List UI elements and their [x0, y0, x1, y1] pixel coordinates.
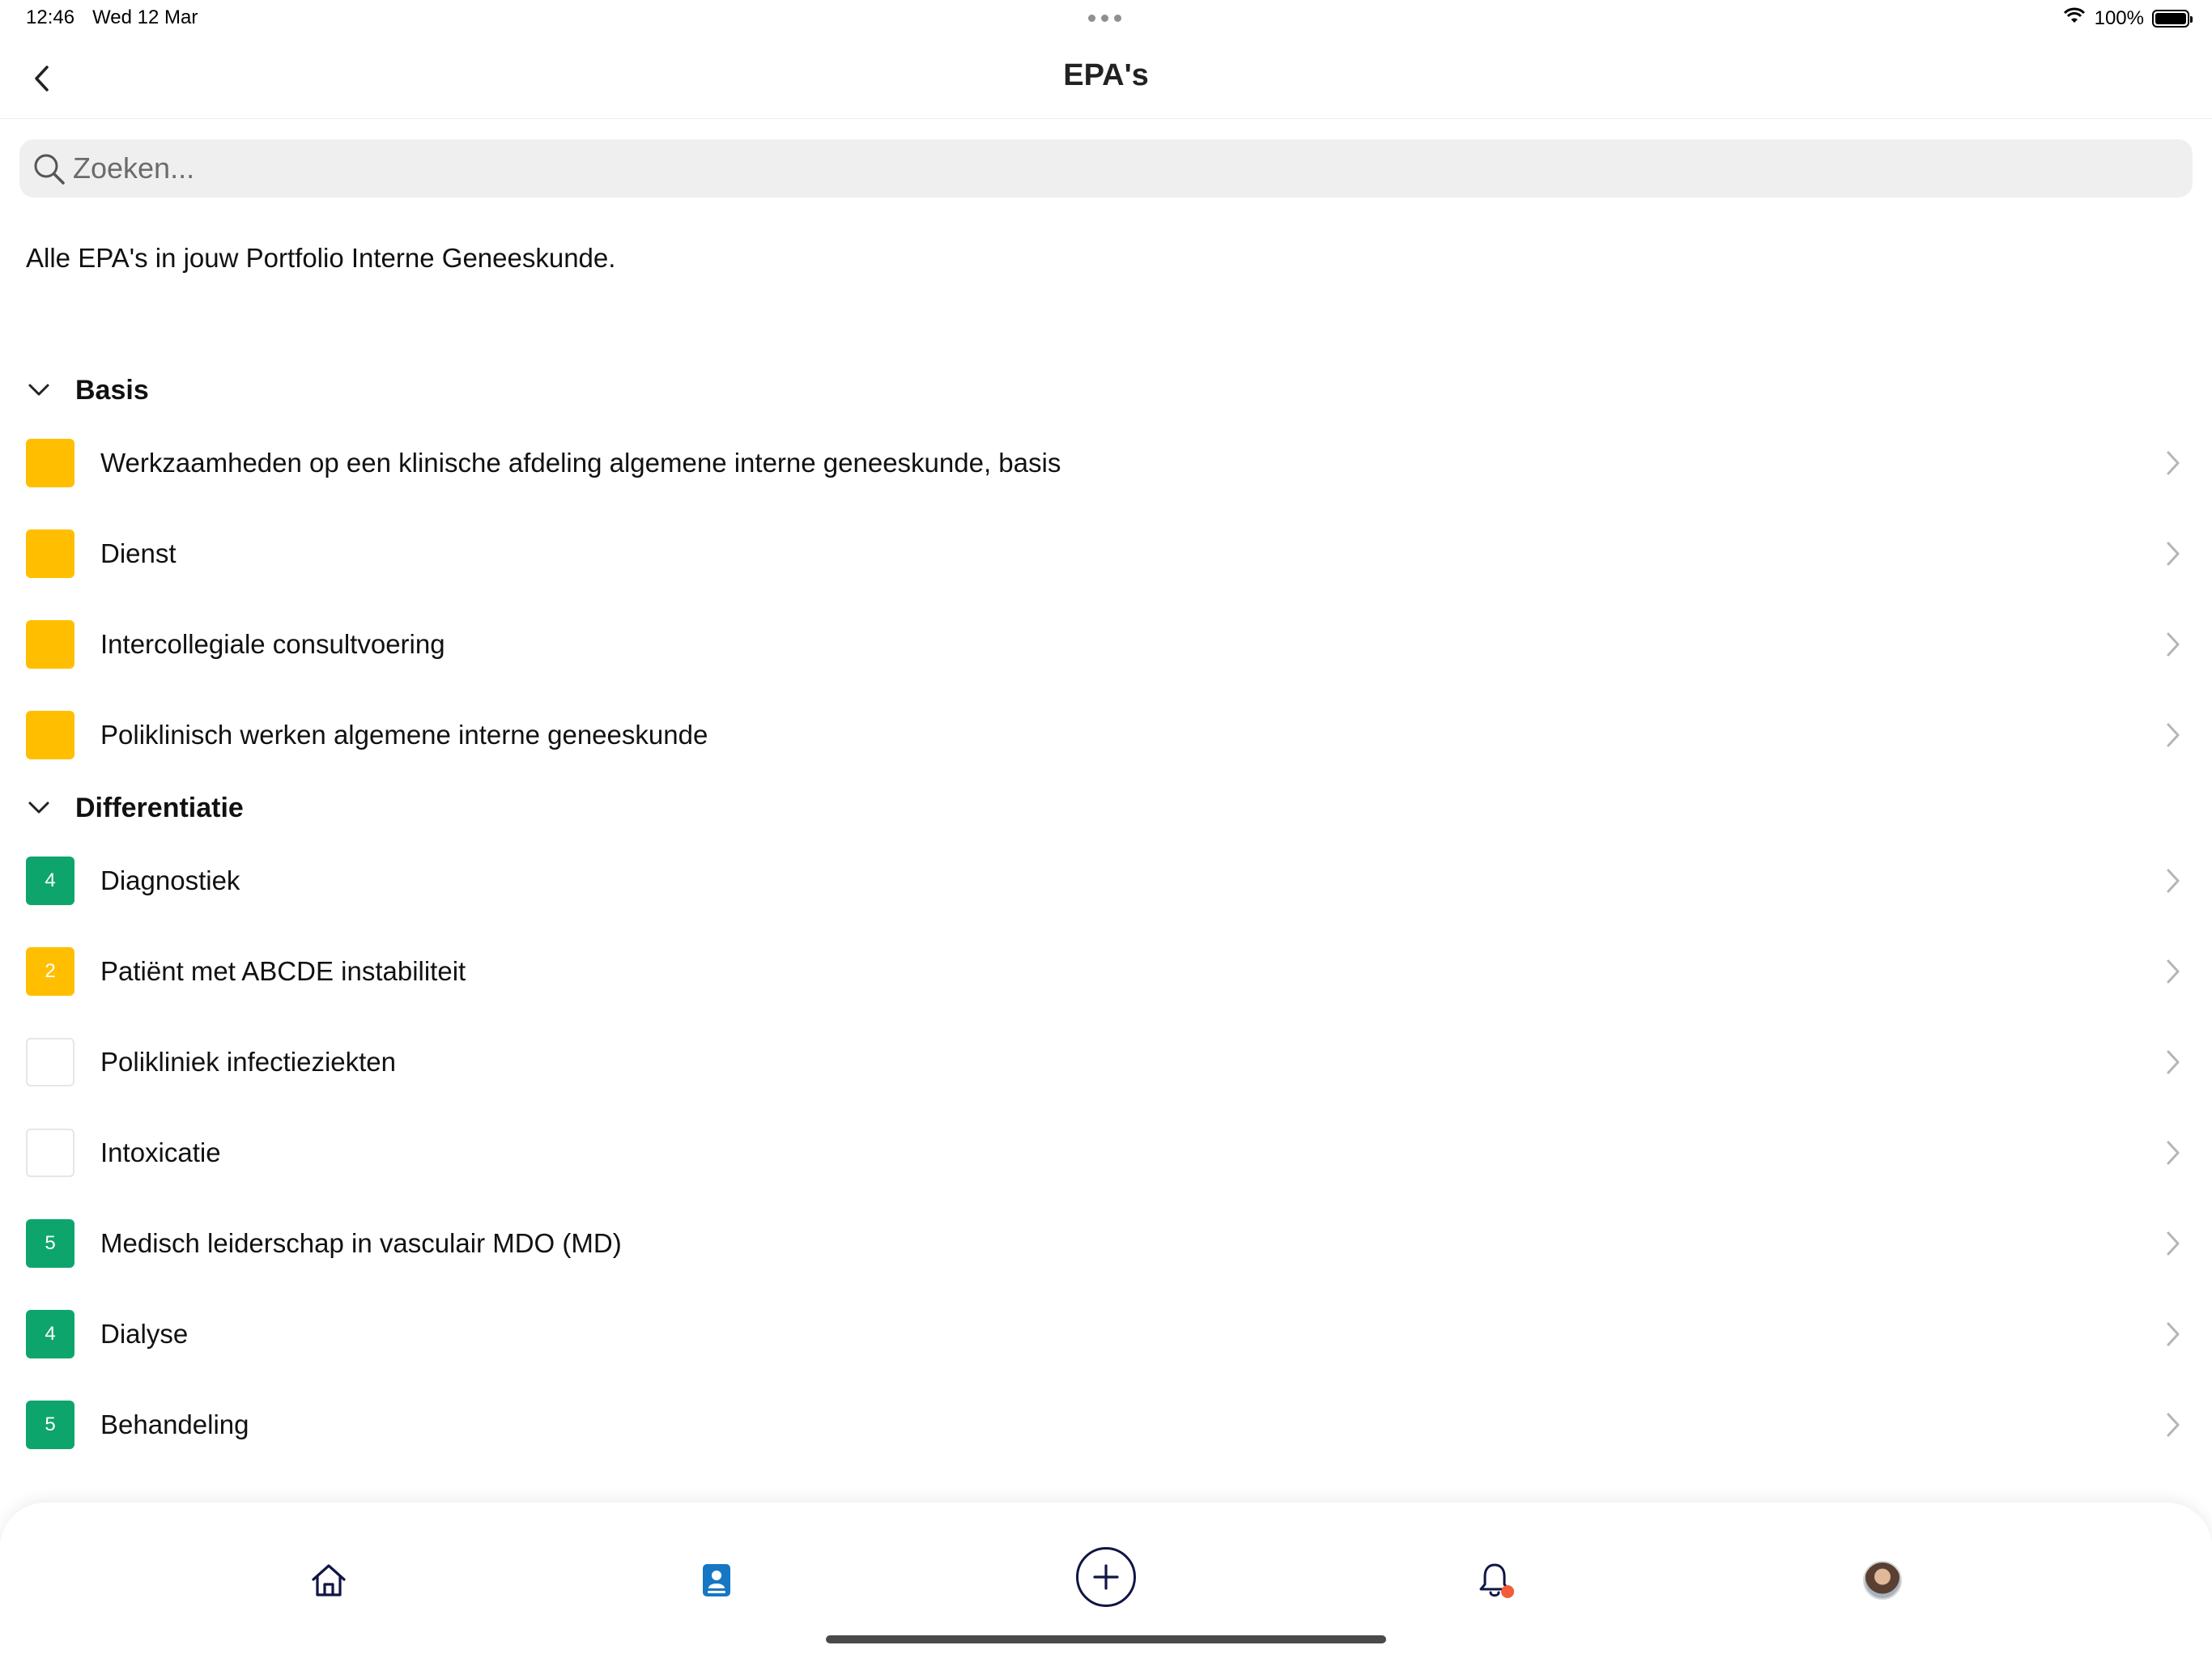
- list-item[interactable]: [0, 1198, 2212, 1289]
- item-label: Intoxicatie: [100, 1137, 221, 1167]
- list-item[interactable]: [0, 1107, 2212, 1198]
- chevron-down-icon: [23, 374, 55, 406]
- item-label: Poliklinisch werken algemene interne geneeskunde: [100, 720, 708, 750]
- status-badge: 5: [26, 1219, 74, 1268]
- page-title: EPA's: [1063, 58, 1149, 92]
- item-label: Medisch leiderschap in vasculair MDO (MD): [100, 1228, 622, 1258]
- status-badge: [26, 529, 74, 578]
- list-item[interactable]: [0, 690, 2212, 780]
- list-item[interactable]: [0, 508, 2212, 599]
- list-item[interactable]: [0, 599, 2212, 690]
- chevron-right-icon: [2155, 863, 2191, 899]
- status-right: [2062, 6, 2189, 30]
- chevron-down-icon: [23, 792, 55, 824]
- status-bar: [0, 0, 2212, 39]
- battery-percent: 100%: [2094, 6, 2144, 29]
- list-item[interactable]: [0, 835, 2212, 926]
- status-badge: [26, 439, 74, 487]
- home-indicator[interactable]: [826, 1635, 1386, 1643]
- status-date: Wed 12 Mar: [92, 6, 198, 28]
- chevron-right-icon: [2155, 954, 2191, 989]
- chevron-right-icon: [2155, 1226, 2191, 1261]
- status-badge: [26, 1038, 74, 1086]
- list-item[interactable]: [0, 926, 2212, 1017]
- chevron-right-icon: [2155, 445, 2191, 481]
- tab-add[interactable]: [1074, 1545, 1138, 1609]
- item-label: Dienst: [100, 538, 177, 568]
- intro-text: Alle EPA's in jouw Portfolio Interne Geneeskunde.: [26, 243, 616, 273]
- plus-icon: [1092, 1563, 1120, 1591]
- status-time: 12:46: [26, 6, 75, 28]
- item-label: Werkzaamheden op een klinische afdeling algemene interne geneeskunde, basis: [100, 448, 1061, 478]
- item-label: Behandeling: [100, 1409, 249, 1439]
- list-item[interactable]: [0, 1380, 2212, 1470]
- list-item[interactable]: [0, 1017, 2212, 1107]
- status-badge: [26, 620, 74, 669]
- tab-notifications[interactable]: [1462, 1548, 1527, 1613]
- tab-home[interactable]: [296, 1548, 361, 1613]
- status-badge: 2: [26, 947, 74, 996]
- status-badge: [26, 1129, 74, 1177]
- status-left: [26, 6, 198, 29]
- section-header-differentiatie[interactable]: [0, 780, 2212, 835]
- chevron-right-icon: [2155, 536, 2191, 572]
- item-label: Dialyse: [100, 1319, 189, 1349]
- item-label: Diagnostiek: [100, 865, 240, 895]
- search-input[interactable]: [71, 143, 2147, 193]
- item-label: Polikliniek infectieziekten: [100, 1047, 397, 1077]
- avatar: [1863, 1561, 1902, 1600]
- tab-portfolio[interactable]: [684, 1548, 749, 1613]
- status-badge: 4: [26, 1310, 74, 1358]
- list-item[interactable]: [0, 1289, 2212, 1380]
- epa-list: [0, 363, 2212, 1470]
- battery-icon: [2152, 10, 2189, 28]
- search-bar[interactable]: [19, 139, 2193, 198]
- status-badge: 4: [26, 857, 74, 905]
- section-title: Differentiatie: [75, 792, 244, 823]
- chevron-right-icon: [2155, 1135, 2191, 1171]
- notification-dot: [1501, 1585, 1514, 1598]
- search-icon: [31, 151, 66, 186]
- navigation-bar: [0, 40, 2212, 119]
- home-icon: [309, 1562, 348, 1599]
- item-label: Patiënt met ABCDE instabiliteit: [100, 956, 466, 986]
- tab-profile[interactable]: [1850, 1548, 1915, 1613]
- chevron-right-icon: [2155, 1044, 2191, 1080]
- add-button[interactable]: [1076, 1547, 1136, 1607]
- chevron-right-icon: [2155, 1316, 2191, 1352]
- status-badge: [26, 711, 74, 759]
- portfolio-icon: [700, 1562, 733, 1598]
- status-badge: 5: [26, 1401, 74, 1449]
- wifi-icon: [2062, 6, 2087, 30]
- chevron-right-icon: [2155, 1407, 2191, 1443]
- list-item[interactable]: [0, 418, 2212, 508]
- chevron-right-icon: [2155, 717, 2191, 753]
- multitasking-dots-icon[interactable]: [1088, 15, 1121, 22]
- section-header-basis[interactable]: [0, 363, 2212, 418]
- section-title: Basis: [75, 374, 149, 406]
- chevron-right-icon: [2155, 627, 2191, 662]
- item-label: Intercollegiale consultvoering: [100, 629, 445, 659]
